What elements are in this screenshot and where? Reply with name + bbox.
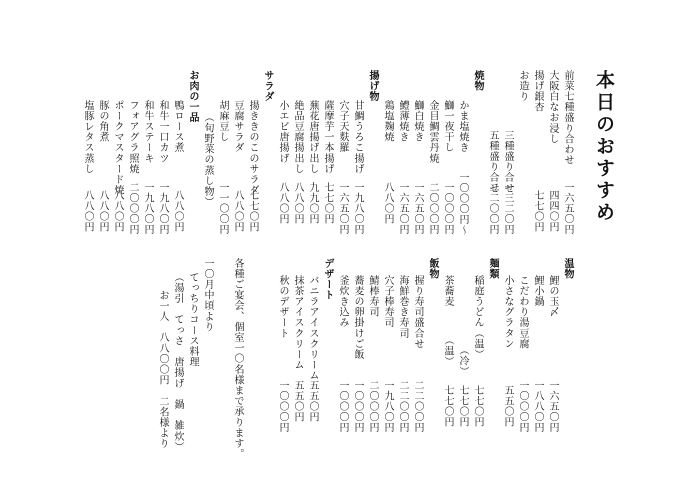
- c-price-26: 二〇〇〇円: [127, 182, 138, 235]
- c-price-11: 一六五〇円: [397, 182, 408, 235]
- c-price-18: 八八〇円: [277, 182, 288, 225]
- c-item-12: 鶏塩麹焼: [382, 100, 393, 143]
- c-price-1: 一六五〇円: [562, 182, 573, 235]
- c-item-2: 大阪白なお浸し: [547, 70, 558, 145]
- c-item-32: こだわり湯豆腐: [517, 275, 528, 350]
- c-price-41: 二〇〇〇円: [367, 380, 378, 433]
- c-item-33: 小さなグラタン: [502, 275, 513, 350]
- c-item-45: 抹茶アイスクリーム: [292, 275, 303, 371]
- c-item-29: 塩豚レタス蒸し: [82, 100, 93, 175]
- c-item-16: 蕪花唐揚げ出し: [307, 100, 318, 175]
- c-price-45: 五五〇円: [292, 380, 303, 423]
- c-hdr-meshi: 飯物: [427, 258, 438, 280]
- c-item-10: 鰤白焼き: [412, 100, 423, 143]
- c-item-44: バニラアイスクリーム: [307, 275, 318, 381]
- c-item-31: 鯉小鍋: [532, 275, 543, 307]
- c-price-39: 二二〇〇円: [397, 380, 408, 433]
- c-item-43: 釜炊き込み: [337, 275, 348, 328]
- c-hdr-salad: サラダ: [262, 70, 273, 102]
- c-price-3: 七七〇円: [532, 190, 543, 233]
- c-hdr-onmono: 温物: [562, 258, 573, 280]
- c-item-4: お造り: [517, 70, 528, 102]
- c-hdr-dessert: デザート: [322, 258, 333, 301]
- c-price-44: 五五〇円: [307, 380, 318, 423]
- c-price-37: 七七〇円: [442, 385, 453, 428]
- c-price-8: 一〇〇〇円: [442, 182, 453, 235]
- c-item-24: 和牛一口カツ: [157, 100, 168, 164]
- c-notice-3: てっちりコース料理: [187, 272, 198, 368]
- c-item-13: 甘鯛うろこ揚げ: [352, 100, 363, 175]
- c-item-34: 稲庭うどん（温）: [472, 275, 483, 360]
- c-item-9: 金目鯛雲丹焼: [427, 100, 438, 164]
- c-price-16: 九九〇円: [307, 182, 318, 225]
- c-price-14: 一六五〇円: [337, 182, 348, 235]
- c-price-19: 七七〇円: [247, 190, 258, 233]
- c-notice: 各種ご宴会、個室一〇名様まで承ります。: [232, 258, 243, 460]
- c-notice-4: （湯引 てっさ 唐揚げ 鍋 雑炊）: [172, 272, 183, 453]
- c-item-42: 蕎麦の卵掛けご飯: [352, 275, 363, 360]
- c-item-17: 絶品豆腐揚出し: [292, 100, 303, 175]
- c-price-12: 八八〇円: [382, 182, 393, 225]
- c-price-35: 七七〇円: [457, 385, 468, 428]
- c-price-15: 七七〇円: [322, 182, 333, 225]
- c-price-25: 一九八〇円: [142, 182, 153, 235]
- c-item-46: 秋のデザート: [277, 275, 288, 339]
- c-hdr-men: 麺類: [487, 258, 498, 280]
- c-notice-5: お一人 八八〇〇円 二名様より: [157, 290, 168, 449]
- c-price-7: 一〇〇〇円～: [457, 172, 468, 236]
- c-item-14: 穴子天麩羅: [337, 100, 348, 153]
- c-item-40: 穴子棒寿司: [382, 275, 393, 328]
- c-item-7: かま塩焼き: [457, 100, 468, 153]
- c-price-42: 一〇〇〇円: [352, 380, 363, 433]
- page-title: 本日のおすすめ: [593, 70, 615, 224]
- c-item-23: 鴨ロース煮: [172, 100, 183, 153]
- c-item-26: フォアグラ照焼: [127, 100, 138, 175]
- c-hdr-yaki: 焼物: [472, 70, 483, 92]
- c-item-20: 豆腐サラダ: [232, 100, 243, 153]
- c-price-43: 一〇〇〇円: [337, 380, 348, 433]
- c-price-28: 八八〇円: [97, 190, 108, 233]
- c-item-8: 鰤一夜干し: [442, 100, 453, 153]
- c-price-46: 一〇〇〇円: [277, 380, 288, 433]
- c-price-34: 七七〇円: [472, 385, 483, 428]
- c-price-20: 八八〇円: [232, 190, 243, 233]
- c-price-9: 二〇〇〇円: [427, 182, 438, 235]
- c-item-18: 小エビ唐揚げ: [277, 100, 288, 164]
- c-price-29: 八八〇円: [82, 190, 93, 233]
- c-item-15: 薩摩芋一本揚げ: [322, 100, 333, 175]
- c-item-36: 茶蕎麦: [442, 275, 453, 307]
- c-item-37: （温）: [442, 335, 453, 367]
- c-price-6: 二二〇〇円: [487, 182, 498, 235]
- c-item-35: （冷）: [457, 345, 468, 377]
- c-item-21: 胡麻豆し: [217, 100, 228, 143]
- c-item-3: 揚げ銀杏: [532, 70, 543, 113]
- c-price-23: 八八〇円: [172, 190, 183, 233]
- c-item-39: 海鮮巻き寿司: [397, 275, 408, 339]
- c-item-25: 和牛ステーキ: [142, 100, 153, 164]
- c-price-5: 一三二〇円: [502, 182, 513, 235]
- c-item-6: 五種盛り合せ: [487, 130, 498, 194]
- c-price-27: 八八〇円: [112, 190, 123, 233]
- c-notice-2: 一〇月中頃より: [202, 258, 213, 333]
- c-price-13: 一九八〇円: [352, 182, 363, 235]
- c-item-11: 鱧薄焼き: [397, 100, 408, 143]
- c-price-33: 五五〇円: [502, 385, 513, 428]
- c-item-19: 揚ききのこのサラダ: [247, 100, 258, 196]
- c-item-27: ポークマスタード焼: [112, 100, 123, 196]
- c-price-32: 一〇〇〇円: [517, 380, 528, 433]
- c-price-17: 八八〇円: [292, 182, 303, 225]
- c-price-24: 一九八〇円: [157, 182, 168, 235]
- c-hdr-age: 揚げ物: [367, 70, 378, 102]
- c-price-31: 一八八〇円: [532, 380, 543, 433]
- c-price-40: 一九八〇円: [382, 380, 393, 433]
- c-item-30: 鯉の玉〆: [547, 275, 558, 318]
- c-price-10: 一六五〇円: [412, 182, 423, 235]
- c-item-5: 三種盛り合せ: [502, 130, 513, 194]
- c-item-22: （旬野菜の蒸し物）: [202, 112, 213, 208]
- c-price-38: 二二〇〇円: [412, 380, 423, 433]
- c-hdr-meat: お肉の一品: [187, 70, 198, 123]
- c-item-1: 前菜七種盛り合わせ: [562, 70, 573, 166]
- c-item-38: 握り寿司盛合せ: [412, 275, 423, 350]
- c-price-21: 一一〇〇円: [217, 182, 228, 235]
- c-price-2: 四四〇円: [547, 190, 558, 233]
- c-price-30: 一六五〇円: [547, 380, 558, 433]
- c-item-41: 鯖棒寿司: [367, 275, 378, 318]
- c-item-28: 豚の角煮: [97, 100, 108, 143]
